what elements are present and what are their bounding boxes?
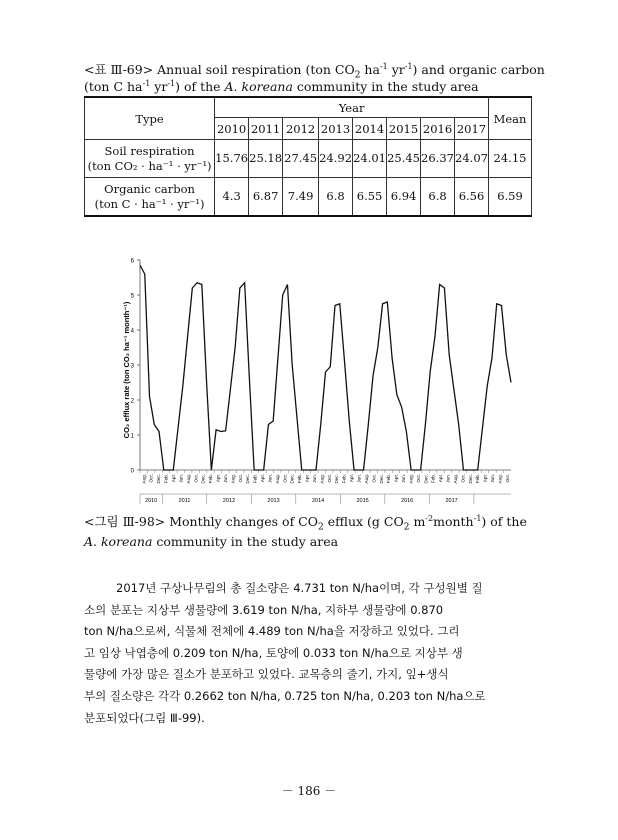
table-cell: 25.18 xyxy=(249,140,283,178)
figure-caption xyxy=(84,512,532,552)
x-axis-ticks xyxy=(140,470,510,483)
x-tick-label: Jun. xyxy=(401,474,407,483)
year-col-header: 2011 xyxy=(249,118,283,140)
x-tick-label: Aug. xyxy=(319,474,325,484)
year-col-header: 2016 xyxy=(421,118,455,140)
x-tick-label: Jun. xyxy=(445,474,451,483)
x-tick-label: Oct. xyxy=(460,474,466,483)
x-tick-label: Aug. xyxy=(141,474,147,484)
year-col-header: 2012 xyxy=(283,118,319,140)
x-tick-label: Apr. xyxy=(482,474,488,483)
page-number: － 186 － xyxy=(281,784,337,798)
x-tick-label: Aug. xyxy=(230,474,236,484)
year-col-header: 2013 xyxy=(319,118,353,140)
table-cell: 24.01 xyxy=(353,140,387,178)
table-cell: 6.8 xyxy=(421,178,455,217)
table-cell: 6.56 xyxy=(455,178,489,217)
table-cell: 6.94 xyxy=(387,178,421,217)
body-paragraph xyxy=(84,578,532,729)
year-group-label: 2011 xyxy=(178,498,191,504)
table-cell: 6.55 xyxy=(353,178,387,217)
x-tick-label: Feb. xyxy=(341,474,347,484)
body-line: ton N/ha으로써, 식물체 전체에 4.489 ton N/ha을 저장하고 있었다. 그리 xyxy=(84,624,460,639)
x-tick-label: Dec. xyxy=(200,474,206,484)
chart-axes xyxy=(140,260,511,470)
year-group-labels xyxy=(140,494,511,504)
x-tick-label: Dec. xyxy=(467,474,473,484)
table-cell: 27.45 xyxy=(283,140,319,178)
table-cell-mean: 6.59 xyxy=(489,178,532,217)
table-cell: 7.49 xyxy=(283,178,319,217)
year-group-label: 2015 xyxy=(356,498,369,504)
x-tick-label: Dec. xyxy=(423,474,429,484)
x-tick-label: Oct. xyxy=(193,474,199,483)
x-tick-label: Oct. xyxy=(504,474,510,483)
row-label: Organic carbon (ton C · ha⁻¹ · yr⁻¹) xyxy=(85,178,215,217)
body-line: 부의 질소량은 각각 0.2662 ton N/ha, 0.725 ton N/ha, 0.203 ton N/ha으로 xyxy=(84,688,486,703)
table-cell: 25.45 xyxy=(387,140,421,178)
x-tick-label: Jun. xyxy=(178,474,184,483)
x-tick-label: Apr. xyxy=(438,474,444,483)
y-tick-label: 4 xyxy=(130,328,134,335)
x-tick-label: Dec. xyxy=(245,474,251,484)
x-tick-label: Jun. xyxy=(222,474,228,483)
body-line: 소의 분포는 지상부 생물량에 3.619 ton N/ha, 지하부 생물량에 0.870 xyxy=(84,602,444,617)
x-tick-label: Jun. xyxy=(490,474,496,483)
table-cell: 15.76 xyxy=(215,140,249,178)
x-tick-label: Feb. xyxy=(252,474,258,484)
table-cell: 6.8 xyxy=(319,178,353,217)
body-line: 물량에 가장 많은 질소가 분포하고 있었다. 교목층의 줄기, 가지, 잎+생식 xyxy=(84,667,449,682)
year-group-label: 2012 xyxy=(222,498,236,504)
y-tick-label: 6 xyxy=(130,258,134,265)
x-tick-label: Apr. xyxy=(349,474,355,483)
x-tick-label: Aug. xyxy=(408,474,414,484)
x-tick-label: Aug. xyxy=(452,474,458,484)
x-tick-label: Feb. xyxy=(430,474,436,484)
x-tick-label: Aug. xyxy=(185,474,191,484)
year-col-header: 2014 xyxy=(353,118,387,140)
table-row-organic-carbon xyxy=(85,178,532,217)
table-cell: 4.3 xyxy=(215,178,249,217)
body-line: 2017년 구상나무림의 총 질소량은 4.731 ton N/ha이며, 각 구성원별 질 xyxy=(116,581,483,595)
row-label: Soil respiration (ton CO₂ · ha⁻¹ · yr⁻¹) xyxy=(85,140,215,178)
year-col-header: 2017 xyxy=(455,118,489,140)
x-tick-label: Dec. xyxy=(289,474,295,484)
x-tick-label: Oct. xyxy=(415,474,421,483)
year-group-label: 2014 xyxy=(311,498,325,504)
year-group-label: 2013 xyxy=(267,498,280,504)
table-cell: 26.37 xyxy=(421,140,455,178)
x-tick-label: Jun. xyxy=(267,474,273,483)
x-tick-label: Apr. xyxy=(215,474,221,483)
soil-respiration-table xyxy=(84,96,532,217)
x-tick-label: Feb. xyxy=(297,474,303,484)
x-tick-label: Jun. xyxy=(356,474,362,483)
y-tick-label: 2 xyxy=(130,398,134,405)
x-tick-label: Feb. xyxy=(208,474,214,484)
table-row-soil-respiration xyxy=(85,140,532,178)
y-tick-label: 1 xyxy=(130,433,134,440)
x-tick-label: Oct. xyxy=(237,474,243,483)
figure-caption-line-1: <그림 Ⅲ-98> Monthly changes of $CO_2$ efflux (g $CO_2$ $m^{-2}month^{-1}$) of the xyxy=(84,513,527,533)
body-line: 고 임상 낙엽층에 0.209 ton N/ha, 토양에 0.033 ton N/ha으로 지상부 생 xyxy=(84,645,463,660)
x-tick-label: Apr. xyxy=(304,474,310,483)
year-col-header: 2015 xyxy=(387,118,421,140)
year-header: Year xyxy=(215,97,489,118)
y-tick-label: 3 xyxy=(130,363,134,370)
x-tick-label: Oct. xyxy=(148,474,154,483)
y-axis-ticks xyxy=(131,259,140,475)
y-tick-label: 5 xyxy=(130,293,134,300)
table-caption-line-1: <표 Ⅲ-69> Annual soil respiration (ton $CO_2$ $ha^{-1}$ $yr^{-1}$) and organic carbon xyxy=(84,61,545,81)
x-tick-label: Dec. xyxy=(334,474,340,484)
y-tick-label: 0 xyxy=(130,468,134,475)
figure-caption-line-2: A. koreana community in the study area xyxy=(84,534,339,549)
x-tick-label: Dec. xyxy=(156,474,162,484)
x-tick-label: Oct. xyxy=(326,474,332,483)
x-tick-label: Oct. xyxy=(282,474,288,483)
x-tick-label: Aug. xyxy=(363,474,369,484)
type-header: Type xyxy=(85,97,215,140)
table-cell: 24.07 xyxy=(455,140,489,178)
x-tick-label: Jun. xyxy=(311,474,317,483)
table-caption-line-2: (ton C $ha^{-1}$ $yr^{-1}$) of the A. koreana community in the study area xyxy=(84,78,479,94)
year-group-label: 2016 xyxy=(400,498,414,504)
x-tick-label: Aug. xyxy=(274,474,280,484)
year-col-header: 2010 xyxy=(215,118,249,140)
mean-header: Mean xyxy=(489,97,532,140)
year-group-label: 2010 xyxy=(145,498,158,504)
x-tick-label: Feb. xyxy=(475,474,481,484)
y-axis-label: CO₂ efflux rate (ton CO₂ ha⁻¹ month⁻¹) xyxy=(122,301,131,439)
table-cell-mean: 24.15 xyxy=(489,140,532,178)
x-tick-label: Aug. xyxy=(497,474,503,484)
x-tick-label: Apr. xyxy=(260,474,266,483)
table-cell: 24.92 xyxy=(319,140,353,178)
table-cell: 6.87 xyxy=(249,178,283,217)
body-line: 분포되었다(그림 Ⅲ-99). xyxy=(84,710,205,725)
x-tick-label: Feb. xyxy=(386,474,392,484)
year-group-label: 2017 xyxy=(445,498,458,504)
x-tick-label: Apr. xyxy=(393,474,399,483)
x-tick-label: Oct. xyxy=(371,474,377,483)
co2-efflux-chart xyxy=(118,252,518,510)
x-tick-label: Apr. xyxy=(170,474,176,483)
table-caption xyxy=(84,61,545,95)
x-tick-label: Dec. xyxy=(378,474,384,484)
co2-efflux-series-line xyxy=(140,265,511,470)
x-tick-label: Feb. xyxy=(163,474,169,484)
